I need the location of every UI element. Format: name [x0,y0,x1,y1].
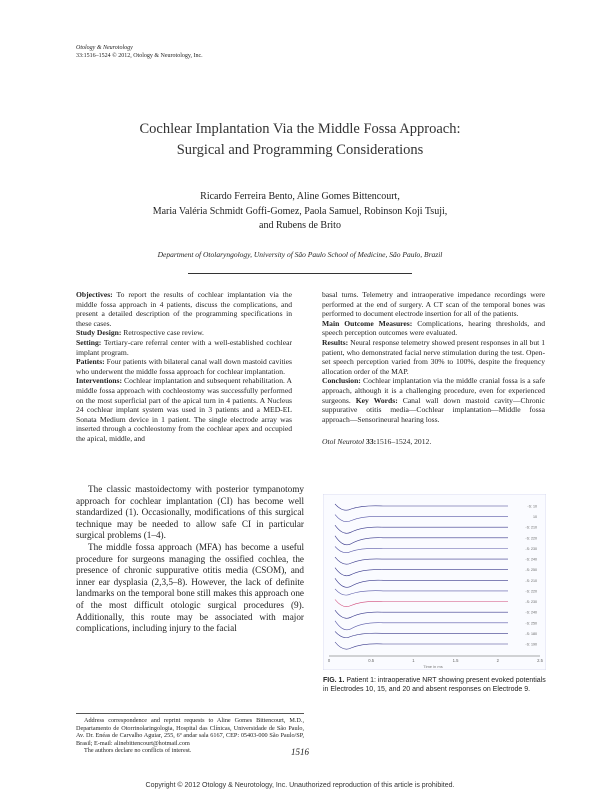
abstract-right-column [322,290,545,447]
page-number: 1516 [291,747,309,757]
trace-label: -S: 180 [525,631,537,636]
authors-line-3: and Rubens de Brito [259,220,341,231]
trace-label: -S: 250 [525,621,537,626]
body-paragraph-2: The middle fossa approach (MFA) has become a useful procedure for surgeons managing the ossified cochlea, the presence of chronic suppurative otitis media (CSOM), and inner ear dysplasia (2,3,5–8). However, the lack of definite landmarks on the temporal bone still makes this approach one of the most difficult otologic surgical procedures (9). Additionally, this route may be associated with major complications, including injury to the facial [76,541,304,634]
authors-line-1: Ricardo Ferreira Bento, Aline Gomes Bittencourt, [200,191,400,202]
trace-label: 10 [533,515,537,520]
footnote-address: Address correspondence and reprint requests to Aline Gomes Bittencourt, M.D., Departamento de Otorrinolaringologia, Hospital das Clínicas, Universidade de São Paulo, Av. Dr. Enéas de Carvalho Aguiar, 255, 6º andar sala 6167, CEP: 05403-000 São Paulo/SP, Brasil; E-mail: alinebittencourt@hotmail.com [76,717,304,747]
x-tick-label: 0 [327,658,331,663]
x-tick-label: 2.5 [537,658,543,663]
abstract-left-column [76,290,292,444]
trace-label: -S: 210 [525,578,537,583]
affiliation: Department of Otolaryngology, University of São Paulo School of Medicine, São Paulo, Brazil [157,250,443,259]
x-tick-label: 1 [412,658,415,663]
caption-text: Patient 1: intraoperative NRT showing present evoked potentials in Electrodes 10, 15, and 20 and absent responses on Electrode 9. [323,677,546,693]
journal-citation: 33:1516–1524 © 2012, Otology & Neurotology, Inc. [76,53,203,59]
body-paragraph-1: The classic mastoidectomy with posterior tympanotomy approach for cochlear implantation (CI) has become well standardized (1). Occasionally, modifications of this surgical technique may be needed to allow safe CI in particular surgical problems (1–4). [76,484,304,541]
abstract-continued: basal turns. Telemetry and intraoperative impedance recordings were performed at the end of surgery. A CT scan of the temporal bones was performed to document electrode insertion for all of the patients. [322,290,545,319]
trace-label: -S: 10 [527,504,537,509]
trace-label: -S: 190 [525,642,537,647]
article-title [60,119,540,161]
author-list [100,190,500,234]
abstract-outcomes: Main Outcome Measures: Complications, hearing thresholds, and speech perception outcomes were evaluated. [322,318,545,338]
x-axis-label: Time in ms [423,664,443,669]
abstract-conclusion: Conclusion: Cochlear implantation via the middle cranial fossa is a safe approach, although it is a challenging procedure, even for experienced surgeons. Key Words: Canal wall down mastoid cavity—Chronic suppurative otitis media—Cochlear implantation—Middle fossa approach—Sensorineural hearing loss. [322,376,546,424]
trace-label: -S: 220 [525,536,537,541]
footnote-conflicts: The authors declare no conflicts of interest. [84,747,192,755]
figure-caption [323,677,546,694]
trace-label: -S: 240 [525,610,537,615]
trace-label: -S: 220 [525,589,537,594]
footnote-divider [76,713,304,714]
x-tick-label: 1.5 [452,658,459,663]
caption-label: FIG. 1. [323,677,345,684]
trace-label: -S: 210 [525,525,537,530]
abstract-setting: Setting: Tertiary-care referral center with a well-established cochlear implant program. [76,337,293,357]
trace-label: -S: 230 [525,600,537,604]
copyright-notice: Copyright © 2012 Otology & Neurotology, Inc. Unauthorized reproduction of this article is prohibited. [145,782,455,789]
abstract-design: Study Design: Retrospective case review. [76,328,204,338]
abstract-objectives: Objectives: To report the results of cochlear implantation via the middle fossa approach in 4 patients, discuss the complications, and present a detailed description of the programming specifications in these cases. [76,290,292,328]
trace-label: -S: 230 [525,547,537,551]
abstract-results: Results: Neural response telemetry showed present responses in all but 1 patient, who demonstrated facial nerve stimulation during the test. Open-set speech perception varied from 30% to 100%, despite the frequency allocation order of the MAP. [322,337,545,376]
abstract-citation: Otol Neurotol 33:1516–1524, 2012. [322,437,432,447]
abstract-interventions: Interventions: Cochlear implantation and subsequent rehabilitation. A middle fossa approach with cochleostomy was successfully performed on the most superficial part of the apical turn in 4 patients. A Nucleus 24 cochlear implant system was used in 3 patients and a MED-EL Sonata Medium device in 1 patient. The single electrode array was inserted through a cochleostomy from the cochlear apex and occupied the apical, middle, and [76,376,292,443]
nrt-figure [323,494,546,670]
body-text-column [76,484,304,635]
x-tick-label: 2 [496,658,499,663]
title-line-2: Surgical and Programming Considerations [176,142,424,158]
authors-line-2: Maria Valéria Schmidt Goffi-Gomez, Paola Samuel, Robinson Koji Tsuji, [152,205,448,217]
journal-header [76,44,203,60]
title-divider [188,273,412,274]
journal-name: Otology & Neurotology [76,45,133,51]
abstract-patients: Patients: Four patients with bilateral canal wall down mastoid cavities who underwent the middle fossa approach for cochlear implantation. [76,357,293,376]
x-tick-label: 0.5 [368,658,375,663]
trace-label: -S: 250 [525,568,537,573]
title-line-1: Cochlear Implantation Via the Middle Fossa Approach: [139,121,461,137]
trace-label: -S: 240 [525,557,537,562]
